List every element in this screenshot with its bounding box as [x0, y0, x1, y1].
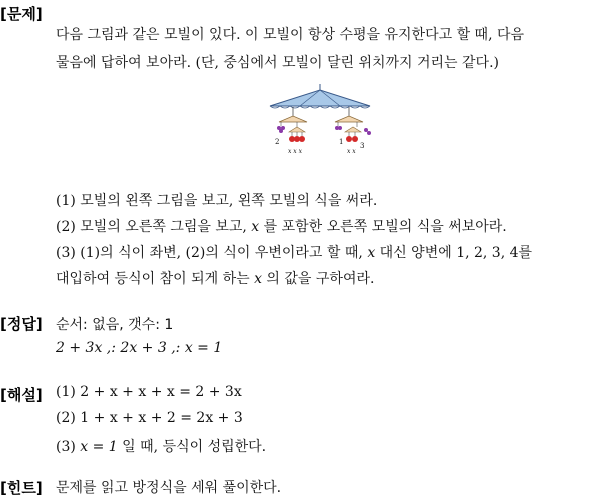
question-3-line2-text-b: 의 값을 구하여라. — [261, 271, 375, 287]
question-3-line2-var: x — [254, 271, 262, 287]
question-2-text-b: 를 포함한 오른쪽 모빌의 식을 써보아라. — [259, 219, 507, 235]
figure-x-marks-left: x x x — [288, 148, 302, 155]
explanation-tag: [해설] — [0, 386, 43, 404]
explanation-line2: (2) 1 + x + x + 2 = 2x + 3 — [56, 410, 243, 426]
problem-tag: [문제] — [0, 5, 43, 23]
left-sub-canopy — [279, 116, 307, 122]
question-2 — [56, 216, 507, 236]
question-3-var: x — [367, 245, 376, 261]
answer-tag: [정답] — [0, 315, 43, 333]
hint-text: 문제를 읽고 방정식을 세워 풀이한다. — [56, 480, 282, 496]
question-3-line1 — [56, 242, 532, 262]
figure-label-right-3: 3 — [360, 142, 365, 150]
explanation-line1: (1) 2 + x + x + x = 2 + 3x — [56, 384, 242, 400]
problem-text-line2: 물음에 답하여 보아라. (단, 중심에서 모빌이 달린 위치까지 거리는 같다.) — [56, 55, 499, 71]
right-sub-canopy — [335, 116, 363, 122]
explanation-line3-suffix: 일 때, 등식이 성립한다. — [117, 439, 267, 455]
problem-text-line1: 다음 그림과 같은 모빌이 있다. 이 모빌이 항상 수평을 유지한다고 할 때, 다음 — [56, 27, 525, 43]
question-3-line2 — [56, 268, 374, 288]
question-3-text-a: (3) (1)의 식이 좌변, (2)의 식이 우변이라고 할 때, — [56, 245, 368, 261]
question-3-line2-text-a: 대입하여 등식이 참이 되게 하는 — [56, 271, 255, 287]
figure-label-left: 2 — [275, 138, 280, 146]
main-canopy — [270, 90, 370, 106]
figure-x-marks-right: x x — [347, 148, 356, 155]
answer-line2: 2 + 3x ,: 2x + 3 ,: x = 1 — [56, 340, 223, 356]
mobile-figure — [265, 84, 385, 164]
question-1: (1) 모빌의 왼쪽 그림을 보고, 왼쪽 모빌의 식을 써라. — [56, 193, 378, 209]
explanation-line3 — [56, 436, 266, 456]
hint-tag: [힌트] — [0, 479, 43, 497]
explanation-line3-math: x = 1 — [80, 439, 118, 455]
explanation-line3-prefix: (3) — [56, 439, 81, 455]
question-3-text-b: 대신 양변에 1, 2, 3, 4를 — [375, 245, 533, 261]
question-2-var: x — [251, 219, 260, 235]
question-2-text-a: (2) 모빌의 오른쪽 그림을 보고, — [56, 219, 252, 235]
figure-label-right-1: 1 — [339, 138, 344, 146]
answer-line1: 순서: 없음, 갯수: 1 — [56, 317, 174, 333]
